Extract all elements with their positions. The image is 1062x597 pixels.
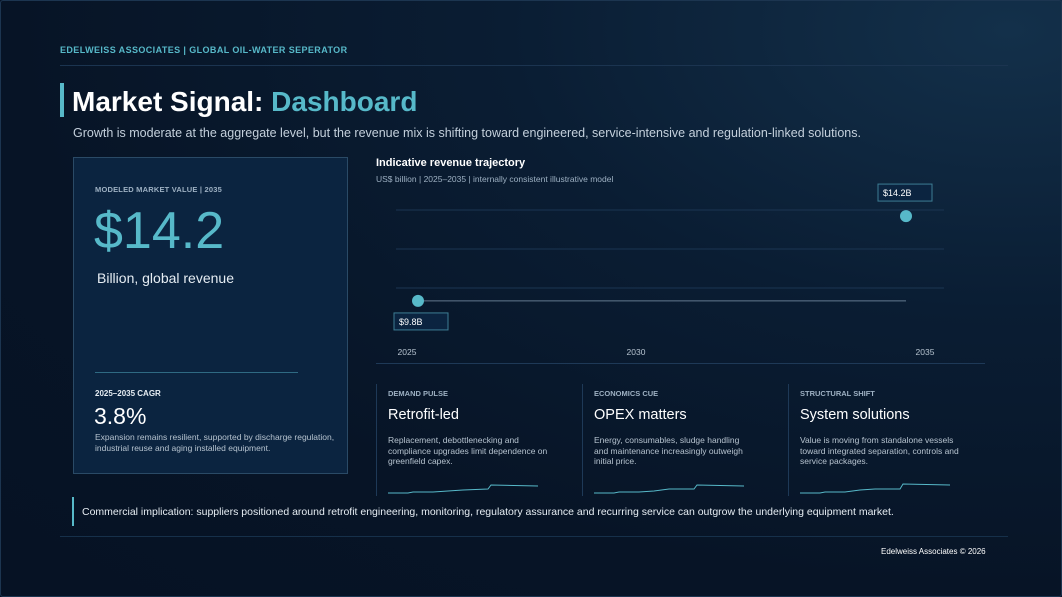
kpi-divider [95, 372, 298, 373]
card-separator [788, 384, 789, 496]
chart-title: Indicative revenue trajectory [376, 157, 526, 169]
cagr-value: 3.8% [94, 403, 147, 429]
card-body: Value is moving from standalone vessels toward integrated separation, controls and service packages. [800, 435, 959, 466]
sparkline-icon [594, 483, 744, 495]
kpi-label: MODELED MARKET VALUE | 2035 [95, 185, 222, 194]
chart-divider [376, 363, 985, 364]
card-demand-pulse [376, 384, 576, 496]
page-subtitle: Growth is moderate at the aggregate level, but the revenue mix is shifting toward engineered, service-intensive and regulation-linked solutions. [73, 126, 861, 140]
data-label: $9.8B [399, 316, 423, 327]
card-heading: System solutions [800, 407, 910, 423]
card-heading: Retrofit-led [388, 407, 459, 423]
cagr-label: 2025–2035 CAGR [95, 389, 161, 398]
cagr-note: Expansion remains resilient, supported by discharge regulation, industrial reuse and aging installed equipment. [95, 432, 335, 453]
chart-subtitle: US$ billion | 2025–2035 | internally consistent illustrative model [376, 174, 614, 184]
x-tick-label: 2025 [397, 347, 417, 357]
x-tick-label: 2035 [915, 347, 935, 357]
brand-label: EDELWEISS ASSOCIATES | GLOBAL OIL-WATER SEPERATOR [60, 45, 348, 55]
footer-divider [60, 536, 1008, 537]
card-structural-shift [788, 384, 988, 496]
kpi-value: $14.2 [94, 202, 225, 260]
title-accent: Dashboard [271, 86, 418, 117]
sparkline-icon [800, 483, 950, 495]
data-point [900, 210, 912, 222]
card-separator [582, 384, 583, 496]
commercial-implication: Commercial implication: suppliers positioned around retrofit engineering, monitoring, regulatory assurance and recurring service can outgrow the underlying equipment market. [82, 506, 894, 518]
card-body: Replacement, debottlenecking and compliance upgrades limit dependence on greenfield capex. [388, 435, 548, 466]
kpi-unit: Billion, global revenue [97, 270, 234, 286]
card-label: STRUCTURAL SHIFT [800, 389, 875, 398]
title-main: Market Signal: [72, 86, 272, 117]
card-economics-cue [582, 384, 782, 496]
implication-accent-bar [72, 497, 74, 526]
card-separator [376, 384, 377, 496]
sparkline-icon [388, 483, 538, 495]
footer-copyright: Edelweiss Associates © 2026 [881, 547, 986, 556]
card-label: DEMAND PULSE [388, 389, 449, 398]
card-label: ECONOMICS CUE [594, 389, 659, 398]
data-point [412, 295, 424, 307]
data-label: $14.2B [883, 188, 912, 199]
x-tick-label: 2030 [626, 347, 646, 357]
card-heading: OPEX matters [594, 407, 687, 423]
card-body: Energy, consumables, sludge handling and maintenance increasingly outweigh initial price. [594, 435, 743, 466]
